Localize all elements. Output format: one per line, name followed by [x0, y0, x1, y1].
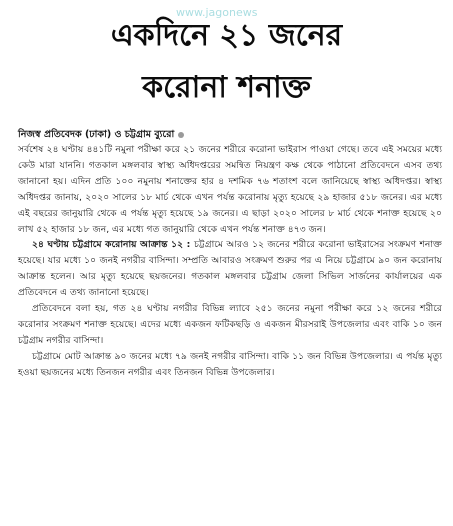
article-paragraph	[18, 142, 442, 237]
subheading: ২৪ ঘণ্টায় চট্টগ্রামে করোনায় আক্রান্ত ১২ :	[32, 239, 194, 251]
watermark: www.jagonews	[176, 6, 258, 19]
byline	[18, 128, 184, 142]
byline-text: নিজস্ব প্রতিবেদক (ঢাকা) ও চট্টগ্রাম ব্যুরো	[18, 129, 175, 140]
paragraph-text: চট্টগ্রামে আরও ১২ জনের শরীরে করোনা ভাইরাসের সংক্রমণ শনাক্ত হয়েছে। যার মধ্যে ১০ জনই নগরীর বাসিন্দা। সম্প্রতি আবারও সংক্রমণ শুরুর পর এ নিয়ে চট্টগ্রামে ৯০ জন করোনায় আক্রান্ত হলেন। আর মৃত্যু হয়েছে ছয়জনের। গতকাল মঙ্গলবার চট্টগ্রাম জেলা সিভিল সার্জনের কার্যালয়ের এক প্রতিবেদনে এ তথ্য জানানো হয়েছে।	[18, 239, 442, 299]
paragraph-text: প্রতিবেদনে বলা হয়, গত ২৪ ঘণ্টায় নগরীর বিভিন্ন ল্যাবে ২৫১ জনের নমুনা পরীক্ষা করে ১২ জনের শরীরে করোনার সংক্রমণ শনাক্ত হয়েছে। এদের মধ্যে একজন ফটিকছড়ি ও একজন মীরসরাই উপজেলার এবং বাকি ১০ জন চট্টগ্রাম নগরীর বাসিন্দা।	[18, 303, 442, 346]
article-paragraph	[18, 349, 442, 381]
paragraph-text: সর্বশেষ ২৪ ঘণ্টায় ৪৪১টি নমুনা পরীক্ষা করে ২১ জনের শরীরে করোনা ভাইরাস পাওয়া গেছে। তবে এই সময়ের মধ্যে কেউ মারা যাননি। গতকাল মঙ্গলবার স্বাস্থ্য অধিদপ্তরের সমন্বিত নিয়ন্ত্রণ কক্ষ থেকে পাঠানো প্রতিবেদনে এসব তথ্য জানানো হয়। এদিন প্রতি ১০০ নমুনায় শনাক্তের হার ৪ দশমিক ৭৬ শতাংশ বলে জানিয়েছে স্বাস্থ্য অধিদপ্তর। স্বাস্থ্য অধিদপ্তর জানায়, ২০২০ সালের ১৮ মার্চ থেকে এখন পর্যন্ত করোনায় মৃত্যু হয়েছে ২৯ হাজার ৫১৮ জনের। এর মধ্যে এই বছরের জানুয়ারি থেকে এ পর্যন্ত মৃত্যু হয়েছে ১৯ জনের। এ ছাড়া ২০২০ সালের ৮ মার্চ থেকে শনাক্ত হয়েছে ২০ লাখ ৫২ হাজার ১৮ জন, এর মধ্যে গত জানুয়ারি থেকে এখন পর্যন্ত শনাক্ত ৪৭৩ জন।	[18, 144, 442, 235]
headline-line-1: একদিনে ২১ জনের	[110, 18, 343, 53]
bullet-dot-icon	[178, 132, 184, 138]
article-paragraph	[18, 301, 442, 349]
paragraph-text: চট্টগ্রামে মোট আক্রান্ত ৯০ জনের মধ্যে ৭৯ জনই নগরীর বাসিন্দা। বাকি ১১ জন বিভিন্ন উপজেলার। এ পর্যন্ত মৃত্যু হওয়া ছয়জনের মধ্যে তিনজন নগরীর এবং তিনজন বিভিন্ন উপজেলার।	[18, 350, 442, 378]
article-paragraph	[18, 237, 442, 301]
article-body	[18, 142, 442, 381]
headline-line-2: করোনা শনাক্ত	[142, 70, 311, 105]
